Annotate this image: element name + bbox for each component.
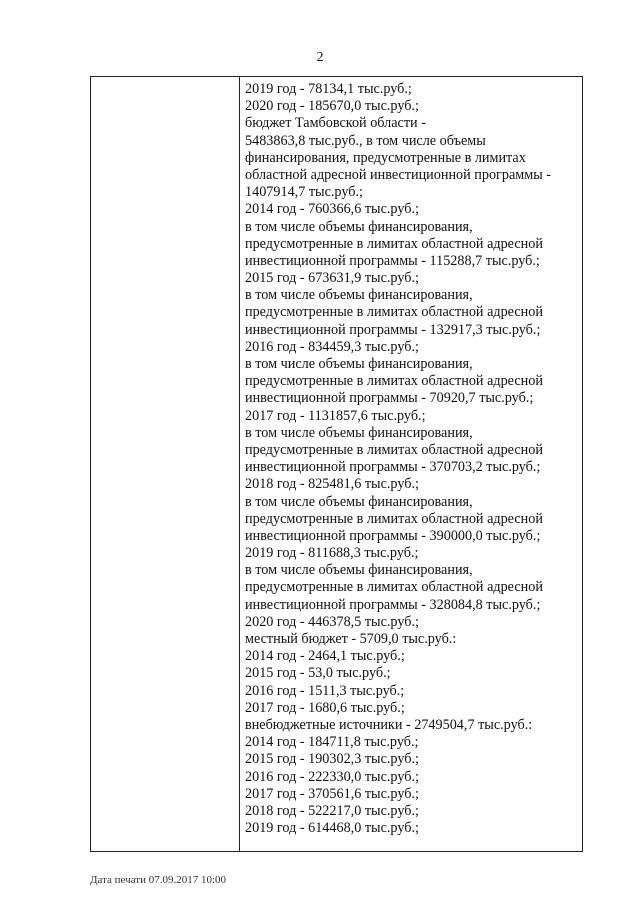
column-divider bbox=[239, 77, 240, 851]
text-line: финансирования, предусмотренные в лимитах bbox=[245, 149, 526, 166]
text-line: 2015 год - 673631,9 тыс.руб.; bbox=[245, 270, 419, 287]
text-line: 2014 год - 2464,1 тыс.руб.; bbox=[245, 648, 405, 665]
text-line: инвестиционной программы - 390000,0 тыс.руб.; bbox=[245, 527, 541, 544]
text-line: 5483863,8 тыс.руб., в том числе объемы bbox=[245, 132, 486, 149]
text-line: 2018 год - 825481,6 тыс.руб.; bbox=[245, 476, 419, 493]
text-line: в том числе объемы финансирования, bbox=[245, 356, 473, 372]
text-line: местный бюджет - 5709,0 тыс.руб.: bbox=[245, 631, 457, 647]
text-line: бюджет Тамбовской области - bbox=[245, 115, 426, 132]
text-line: 2017 год - 370561,6 тыс.руб.; bbox=[245, 785, 419, 802]
text-line: 2019 год - 811688,3 тыс.руб.; bbox=[245, 545, 419, 562]
text-line: в том числе объемы финансирования, bbox=[245, 562, 473, 579]
text-line: в том числе объемы финансирования, bbox=[245, 493, 473, 510]
text-line: 2020 год - 446378,5 тыс.руб.; bbox=[245, 613, 419, 630]
text-line: инвестиционной программы - 115288,7 тыс.руб.; bbox=[245, 252, 540, 269]
text-line: внебюджетные источники - 2749504,7 тыс.руб.: bbox=[245, 716, 533, 733]
text-line: инвестиционной программы - 132917,3 тыс.руб.; bbox=[245, 321, 541, 338]
text-line: в том числе объемы финансирования, bbox=[245, 287, 473, 304]
text-line: 2016 год - 222330,0 тыс.руб.; bbox=[245, 768, 419, 785]
text-line: 2015 год - 53,0 тыс.руб.; bbox=[245, 665, 391, 682]
text-line: предусмотренные в лимитах областной адресной bbox=[245, 304, 543, 321]
text-line: 2014 год - 760366,6 тыс.руб.; bbox=[245, 201, 419, 218]
text-line: в том числе объемы финансирования, bbox=[245, 218, 473, 235]
text-line: 2014 год - 184711,8 тыс.руб.; bbox=[245, 734, 419, 751]
text-line: в том числе объемы финансирования, bbox=[245, 424, 473, 441]
text-line: предусмотренные в лимитах областной адресной bbox=[245, 373, 543, 390]
text-line: 2015 год - 190302,3 тыс.руб.; bbox=[245, 751, 419, 768]
text-line: 2017 год - 1680,6 тыс.руб.; bbox=[245, 699, 405, 716]
text-line: 2016 год - 834459,3 тыс.руб.; bbox=[245, 338, 419, 355]
text-line: 2020 год - 185670,0 тыс.руб.; bbox=[245, 98, 419, 115]
text-line: областной адресной инвестиционной программы - bbox=[245, 166, 552, 183]
funding-table bbox=[90, 76, 583, 852]
text-line: 2017 год - 1131857,6 тыс.руб.; bbox=[245, 407, 426, 424]
funding-text bbox=[245, 81, 581, 837]
text-line: 2018 год - 522217,0 тыс.руб.; bbox=[245, 802, 419, 819]
text-line: 2016 год - 1511,3 тыс.руб.; bbox=[245, 682, 405, 699]
text-line: предусмотренные в лимитах областной адресной bbox=[245, 441, 543, 458]
text-line: инвестиционной программы - 70920,7 тыс.руб.; bbox=[245, 390, 534, 407]
text-line: предусмотренные в лимитах областной адресной bbox=[245, 510, 543, 527]
text-line: 2019 год - 78134,1 тыс.руб.; bbox=[245, 81, 412, 97]
text-line: инвестиционной программы - 370703,2 тыс.руб.; bbox=[245, 459, 541, 476]
page-number: 2 bbox=[316, 50, 324, 65]
text-line: инвестиционной программы - 328084,8 тыс.руб.; bbox=[245, 596, 541, 613]
print-date-footer: Дата печати 07.09.2017 10:00 bbox=[90, 874, 227, 886]
text-line: 1407914,7 тыс.руб.; bbox=[245, 184, 363, 201]
text-line: 2019 год - 614468,0 тыс.руб.; bbox=[245, 820, 419, 837]
text-line: предусмотренные в лимитах областной адресной bbox=[245, 235, 543, 252]
text-line: предусмотренные в лимитах областной адресной bbox=[245, 579, 543, 596]
